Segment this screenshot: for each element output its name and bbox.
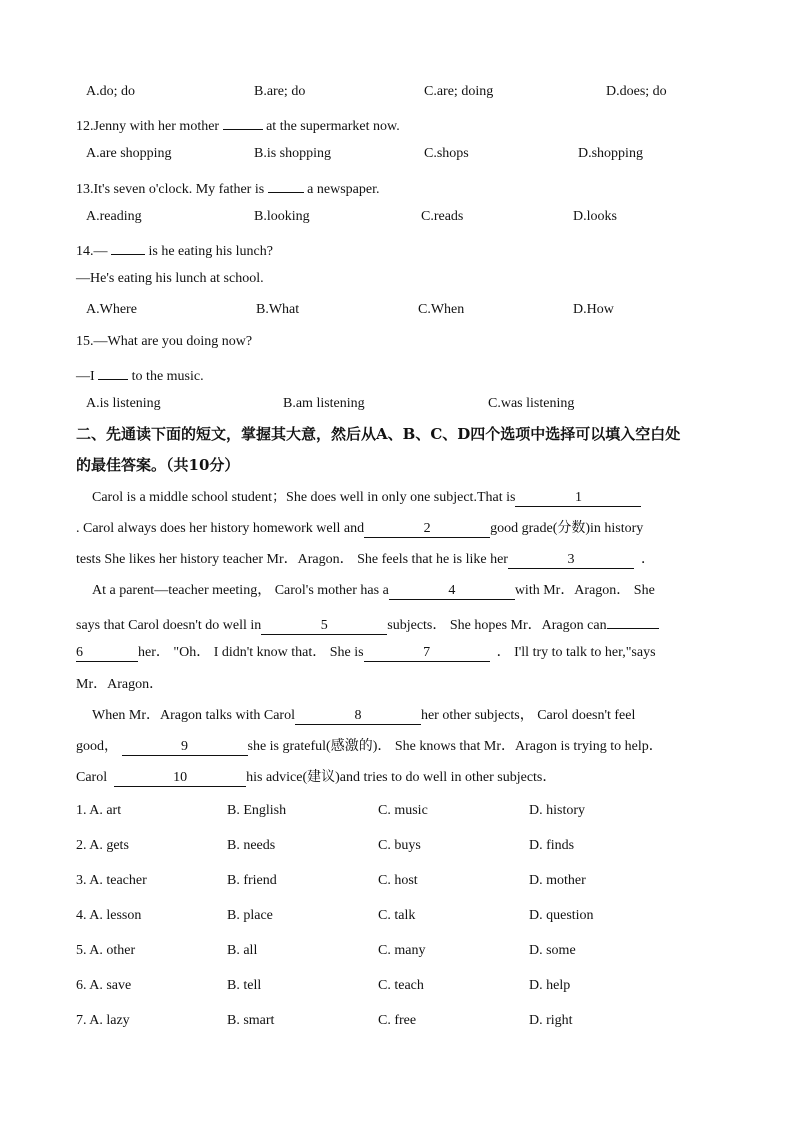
q15-question: 15.—What are you doing now?: [76, 334, 253, 349]
choice-5-d: D. some: [529, 943, 576, 958]
q13-option-c: C.reads: [421, 209, 464, 224]
passage-line-8: [92, 706, 635, 726]
passage-blank-1: 1: [515, 490, 641, 507]
choice-2-b: B. needs: [227, 838, 276, 853]
passage-text: subjects． She hopes Mr．Aragon can: [387, 618, 607, 633]
choice-5-b: B. all: [227, 943, 258, 958]
passage-text: her other subjects， Carol doesn't feel: [420, 708, 636, 723]
q14-stem: [76, 238, 273, 262]
choice-1-d: D. history: [529, 803, 585, 818]
passage-text: his advice(建议)and tries to do well in other subjects．: [246, 770, 557, 785]
passage-text: good grade(分数)in history: [490, 521, 644, 536]
q14-answer-line: —He's eating his lunch at school.: [76, 271, 264, 286]
passage-text: When Mr．Aragon talks with Carol: [92, 708, 295, 723]
choice-6-c: C. teach: [378, 978, 424, 993]
choice-6-d: D. help: [529, 978, 571, 993]
choice-1-c: C. music: [378, 803, 428, 818]
q15-option-c: C.was listening: [488, 396, 575, 411]
q12-option-c: C.shops: [424, 146, 469, 161]
passage-blank-9: 9: [122, 739, 248, 756]
passage-text: her． "Oh． I didn't know that． She is: [138, 645, 364, 660]
q11-option-d: D.does; do: [606, 84, 667, 99]
passage-line-9: [76, 737, 663, 757]
passage-text: she is grateful(感激的)． She knows that Mr．Aragon is trying to help．: [247, 739, 663, 754]
passage-blank-4: 4: [389, 583, 515, 600]
passage-line-6: [76, 643, 656, 663]
q14-option-b: B.What: [256, 302, 300, 317]
passage-blank-6: 6: [76, 645, 138, 662]
passage-text: with Mr．Aragon． She: [514, 583, 655, 598]
passage-text: says that Carol doesn't do well in: [76, 618, 262, 633]
choice-6-a: 6. A. save: [76, 978, 132, 993]
q15-option-a: A.is listening: [86, 396, 161, 411]
choice-6-b: B. tell: [227, 978, 262, 993]
q12-text-after: at the supermarket now.: [266, 119, 400, 134]
q13-stem: [76, 176, 379, 200]
choice-7-b: B. smart: [227, 1013, 275, 1028]
q12-option-a: A.are shopping: [86, 146, 172, 161]
q11-option-b: B.are; do: [254, 84, 306, 99]
q15-text-before: —I: [76, 369, 95, 384]
q13-text-after: a newspaper.: [307, 182, 380, 197]
passage-line-5: [76, 612, 659, 636]
q14-option-d: D.How: [573, 302, 614, 317]
q14-option-c: C.When: [418, 302, 465, 317]
q15-stem: [76, 363, 204, 387]
q12-text-before: 12.Jenny with her mother: [76, 119, 220, 134]
passage-line-4: [92, 581, 655, 601]
passage-text: Carol is a middle school student；She does well in only one subject.That is: [92, 490, 516, 505]
choice-5-a: 5. A. other: [76, 943, 136, 958]
passage-blank-6-start: [607, 612, 659, 629]
passage-text: good，: [76, 739, 118, 754]
passage-text: ． I'll try to talk to her,"says: [496, 645, 656, 660]
q12-option-d: D.shopping: [578, 146, 643, 161]
q13-option-a: A.reading: [86, 209, 142, 224]
choice-7-d: D. right: [529, 1013, 573, 1028]
section-2-heading-line-2: 的最佳答案。（共10分）: [76, 456, 240, 474]
q13-text-before: 13.It's seven o'clock. My father is: [76, 182, 265, 197]
choice-2-c: C. buys: [378, 838, 421, 853]
q11-option-c: C.are; doing: [424, 84, 494, 99]
passage-line-1: [92, 488, 641, 508]
q13-option-b: B.looking: [254, 209, 310, 224]
choice-4-d: D. question: [529, 908, 594, 923]
passage-line-2: [76, 519, 643, 539]
choice-5-c: C. many: [378, 943, 426, 958]
q12-stem: [76, 113, 400, 137]
q14-text-after: is he eating his lunch?: [148, 244, 273, 259]
passage-line-10: [76, 768, 556, 788]
passage-text: tests She likes her history teacher Mr．Aragon． She feels that he is like her: [76, 552, 508, 567]
passage-blank-8: 8: [295, 708, 421, 725]
q14-blank: [111, 238, 145, 255]
choice-3-c: C. host: [378, 873, 418, 888]
passage-blank-5: 5: [261, 618, 387, 635]
choice-1-b: B. English: [227, 803, 287, 818]
q12-option-b: B.is shopping: [254, 146, 332, 161]
passage-text: ．: [640, 552, 655, 567]
choice-7-a: 7. A. lazy: [76, 1013, 130, 1028]
q15-blank: [98, 363, 128, 380]
q13-option-d: D.looks: [573, 209, 617, 224]
choice-2-a: 2. A. gets: [76, 838, 129, 853]
passage-blank-3: 3: [508, 552, 634, 569]
passage-blank-2: 2: [364, 521, 490, 538]
section-2-heading-line-1: 二、先通读下面的短文，掌握其大意，然后从A、B、C、D四个选项中选择可以填入空白处: [76, 425, 681, 443]
choice-4-a: 4. A. lesson: [76, 908, 142, 923]
choice-2-d: D. finds: [529, 838, 575, 853]
passage-blank-10: 10: [114, 770, 246, 787]
q14-option-a: A.Where: [86, 302, 137, 317]
choice-3-d: D. mother: [529, 873, 586, 888]
q11-option-a: A.do; do: [86, 84, 135, 99]
choice-4-b: B. place: [227, 908, 273, 923]
choice-4-c: C. talk: [378, 908, 416, 923]
q15-text-after: to the music.: [131, 369, 204, 384]
choice-3-a: 3. A. teacher: [76, 873, 147, 888]
q13-blank: [268, 176, 304, 193]
choice-1-a: 1. A. art: [76, 803, 122, 818]
choice-7-c: C. free: [378, 1013, 417, 1028]
passage-line-3: [76, 550, 655, 570]
q15-option-b: B.am listening: [283, 396, 365, 411]
q14-text-before: 14.—: [76, 244, 108, 259]
passage-text: Carol: [76, 770, 108, 785]
q12-blank: [223, 113, 263, 130]
passage-blank-7: 7: [364, 645, 490, 662]
passage-text: . Carol always does her history homework well and: [76, 521, 365, 536]
passage-line-7: Mr．Aragon．: [76, 677, 164, 692]
passage-text: At a parent—teacher meeting， Carol's mother has a: [92, 583, 389, 598]
choice-3-b: B. friend: [227, 873, 277, 888]
